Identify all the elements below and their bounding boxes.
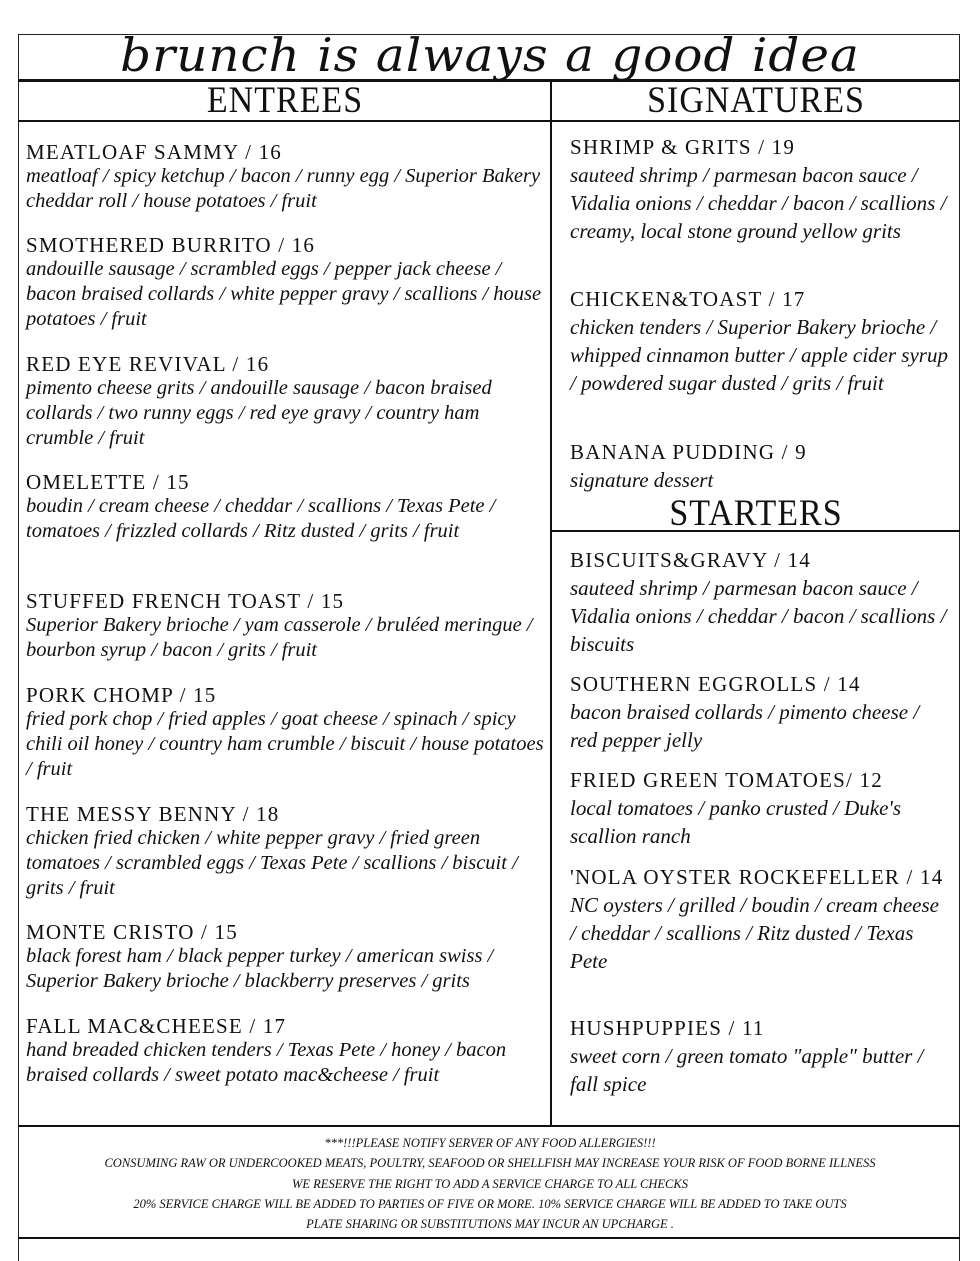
item-description: meatloaf / spicy ketchup / bacon / runny egg / Superior Bakery cheddar roll / house potatoes / fruit	[26, 165, 541, 212]
item-description: sweet corn / green tomato "apple" butter / fall spice	[570, 1044, 924, 1096]
upcharge-notice: PLATE SHARING OR SUBSTITUTIONS MAY INCUR AN UPCHARGE .	[306, 1217, 674, 1232]
menu-item	[26, 470, 546, 544]
menu-item	[26, 1014, 546, 1088]
item-name: CHICKEN&TOAST / 17	[570, 287, 806, 311]
raw-food-warning: CONSUMING RAW OR UNDERCOOKED MEATS, POULTRY, SEAFOOD OR SHELLFISH MAY INCREASE YOUR RISK OF FOOD BORNE ILLNESS	[104, 1156, 876, 1171]
item-description: local tomatoes / panko crusted / Duke's scallion ranch	[570, 796, 902, 848]
item-name: SOUTHERN EGGROLLS / 14	[570, 672, 861, 696]
menu-item	[26, 802, 546, 901]
item-name: BISCUITS&GRAVY / 14	[570, 548, 812, 572]
menu-item	[570, 670, 948, 754]
menu-item	[570, 766, 948, 850]
menu-item	[570, 863, 948, 975]
menu-item	[26, 589, 546, 663]
item-description: Superior Bakery brioche / yam casserole / bruléed meringue / bourbon syrup / bacon / grits / fruit	[26, 614, 533, 661]
item-description: bacon braised collards / pimento cheese / red pepper jelly	[570, 700, 920, 752]
item-name: FRIED GREEN TOMATOES/ 12	[570, 768, 883, 792]
item-description: andouille sausage / scrambled eggs / pepper jack cheese / bacon braised collards / white pepper gravy / scallions / house potatoes / fruit	[26, 258, 542, 330]
item-name: THE MESSY BENNY / 18	[26, 802, 280, 826]
item-name: HUSHPUPPIES / 11	[570, 1016, 765, 1040]
item-name: SHRIMP & GRITS / 19	[570, 135, 796, 159]
menu-item	[570, 133, 948, 245]
menu-item	[26, 352, 546, 451]
item-name: OMELETTE / 15	[26, 470, 190, 494]
item-description: fried pork chop / fried apples / goat cheese / spinach / spicy chili oil honey / country ham crumble / biscuit / house potatoes / fruit	[26, 708, 544, 780]
item-description: boudin / cream cheese / cheddar / scallions / Texas Pete / tomatoes / frizzled collards / Ritz dusted / grits / fruit	[26, 495, 496, 542]
item-description: hand breaded chicken tenders / Texas Pete / honey / bacon braised collards / sweet potato mac&cheese / fruit	[26, 1039, 507, 1086]
menu-item	[26, 683, 546, 782]
menu-item	[570, 285, 948, 397]
menu-item	[26, 140, 546, 214]
menu-title: brunch is always a good idea	[120, 28, 860, 82]
menu-item	[570, 1014, 948, 1098]
item-name: MONTE CRISTO / 15	[26, 920, 238, 944]
item-description: sauteed shrimp / parmesan bacon sauce / Vidalia onions / cheddar / bacon / scallions / creamy, local stone ground yellow grits	[570, 163, 947, 243]
starters-heading: STARTERS	[669, 493, 843, 534]
item-description: sauteed shrimp / parmesan bacon sauce / Vidalia onions / cheddar / bacon / scallions / biscuits	[570, 576, 947, 656]
menu-item	[26, 920, 546, 994]
item-name: STUFFED FRENCH TOAST / 15	[26, 589, 345, 613]
item-name: RED EYE REVIVAL / 16	[26, 352, 270, 376]
bottom-divider	[18, 1237, 960, 1239]
item-name: BANANA PUDDING / 9	[570, 440, 807, 464]
column-divider	[550, 80, 552, 1126]
item-name: 'NOLA OYSTER ROCKEFELLER / 14	[570, 865, 944, 889]
item-description: chicken tenders / Superior Bakery brioche / whipped cinnamon butter / apple cider syrup / powdered sugar dusted / grits / fruit	[570, 315, 948, 395]
entrees-heading: ENTREES	[206, 80, 364, 121]
menu-item	[570, 438, 948, 494]
party-charge-notice: 20% SERVICE CHARGE WILL BE ADDED TO PARTIES OF FIVE OR MORE. 10% SERVICE CHARGE WILL BE ADDED TO TAKE OUTS	[133, 1196, 847, 1211]
item-description: chicken fried chicken / white pepper gravy / fried green tomatoes / scrambled eggs / Texas Pete / scallions / biscuit / grits / fruit	[26, 827, 518, 899]
item-description: signature dessert	[570, 468, 714, 492]
footer-divider	[18, 1125, 960, 1127]
item-name: MEATLOAF SAMMY / 16	[26, 140, 282, 164]
item-name: FALL MAC&CHEESE / 17	[26, 1014, 287, 1038]
item-name: PORK CHOMP / 15	[26, 683, 217, 707]
allergy-notice: ***!!!PLEASE NOTIFY SERVER OF ANY FOOD ALLERGIES!!!	[324, 1136, 656, 1150]
item-description: black forest ham / black pepper turkey / american swiss / Superior Bakery brioche / blackberry preserves / grits	[26, 945, 494, 992]
item-name: SMOTHERED BURRITO / 16	[26, 233, 316, 257]
menu-item	[570, 546, 948, 658]
menu-item	[26, 233, 546, 332]
footer-notices	[20, 1133, 960, 1234]
item-description: pimento cheese grits / andouille sausage / bacon braised collards / two runny eggs / red eye gravy / country ham crumble / fruit	[26, 377, 492, 449]
signatures-heading: SIGNATURES	[647, 80, 865, 121]
item-description: NC oysters / grilled / boudin / cream cheese / cheddar / scallions / Ritz dusted / Texas Pete	[570, 893, 939, 973]
service-charge-notice: WE RESERVE THE RIGHT TO ADD A SERVICE CHARGE TO ALL CHECKS	[292, 1176, 688, 1191]
